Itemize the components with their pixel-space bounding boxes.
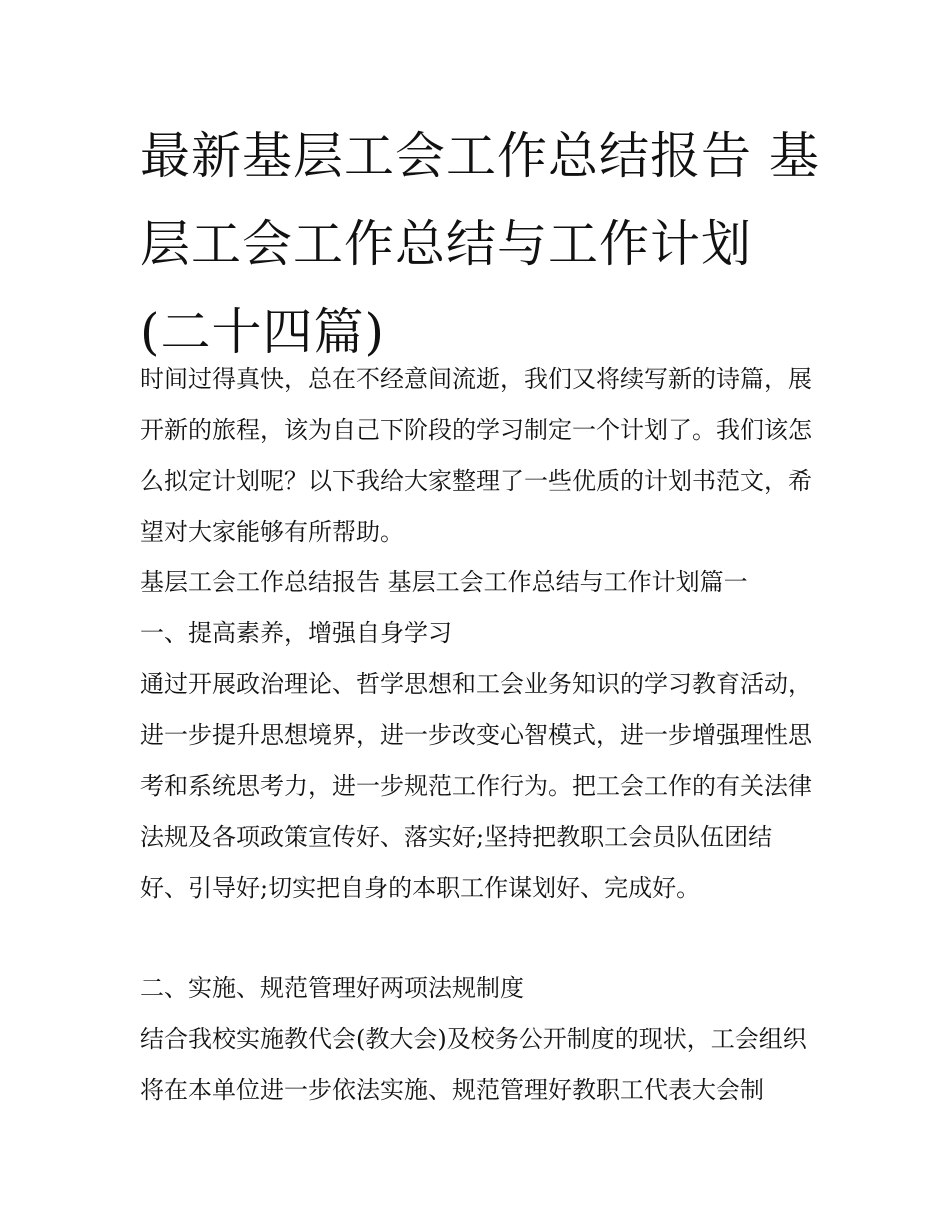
section-2-title: 二、实施、规范管理好两项法规制度 [140, 974, 524, 1002]
section-1-title: 一、提高素养，增强自身学习 [140, 619, 452, 647]
section-2-body: 结合我校实施教代会(教大会)及校务公开制度的现状，工会组织将在本单位进一步依法实施、规范管理好教职工代表大会制 [140, 1025, 807, 1104]
section-1-body: 通过开展政治理论、哲学思想和工会业务知识的学习教育活动，进一步提升思想境界，进一步改变心智模式，进一步增强理性思考和系统思考力，进一步规范工作行为。把工会工作的有关法律法规及各项政策宣传好、落实好;坚持把教职工会员队伍团结好、引导好;切实把自身的本职工作谋划好、完成好。 [140, 670, 812, 902]
document-title: 最新基层工会工作总结报告 基层工会工作总结与工作计划(二十四篇) [140, 127, 820, 361]
article-heading: 基层工会工作总结报告 基层工会工作总结与工作计划篇一 [140, 568, 748, 596]
intro-paragraph: 时间过得真快，总在不经意间流逝，我们又将续写新的诗篇，展开新的旅程，该为自己下阶段的学习制定一个计划了。我们该怎么拟定计划呢？以下我给大家整理了一些优质的计划书范文，希望对大家能够有所帮助。 [140, 365, 812, 546]
